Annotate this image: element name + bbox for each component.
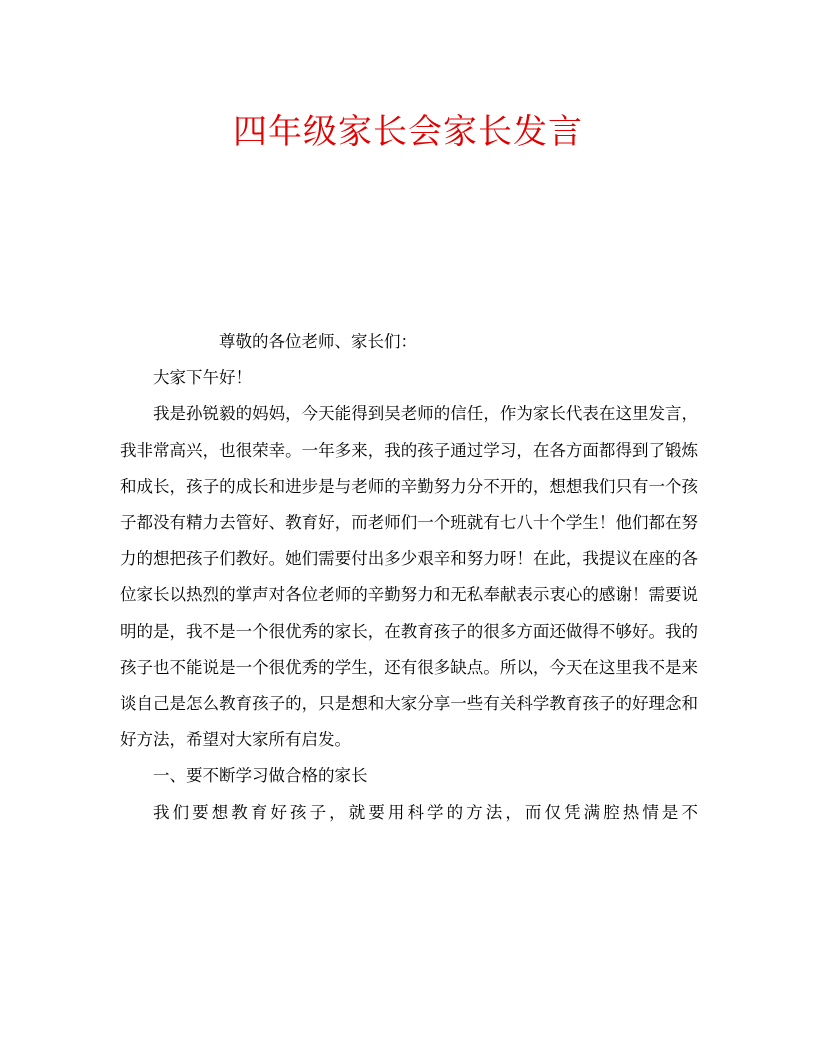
document-body [120, 324, 698, 831]
intro-paragraph: 我是孙锐毅的妈妈，今天能得到吴老师的信任，作为家长代表在这里发言，我非常高兴，也很荣幸。一年多来，我的孩子通过学习，在各方面都得到了锻炼和成长，孩子的成长和进步是与老师的辛勤努力分不开的，想想我们只有一个孩子都没有精力去管好、教育好，而老师们一个班就有七八十个学生！他们都在努力的想把孩子们教好。她们需要付出多少艰辛和努力呀！在此，我提议在座的各位家长以热烈的掌声对各位老师的辛勤努力和无私奉献表示衷心的感谢！需要说明的是，我不是一个很优秀的家长，在教育孩子的很多方面还做得不够好。我的孩子也不能说是一个很优秀的学生，还有很多缺点。所以，今天在这里我不是来谈自己是怎么教育孩子的，只是想和大家分享一些有关科学教育孩子的好理念和好方法，希望对大家所有启发。 [120, 404, 698, 750]
section-paragraph: 我们要想教育好孩子，就要用科学的方法，而仅凭满腔热情是不 [153, 802, 698, 822]
salutation-line: 尊敬的各位老师、家长们： [219, 332, 417, 351]
greeting-line: 大家下午好！ [153, 368, 252, 388]
section-heading: 一、要不断学习做合格的家长 [153, 766, 368, 786]
document-title: 四年级家长会家长发言 [233, 112, 583, 152]
